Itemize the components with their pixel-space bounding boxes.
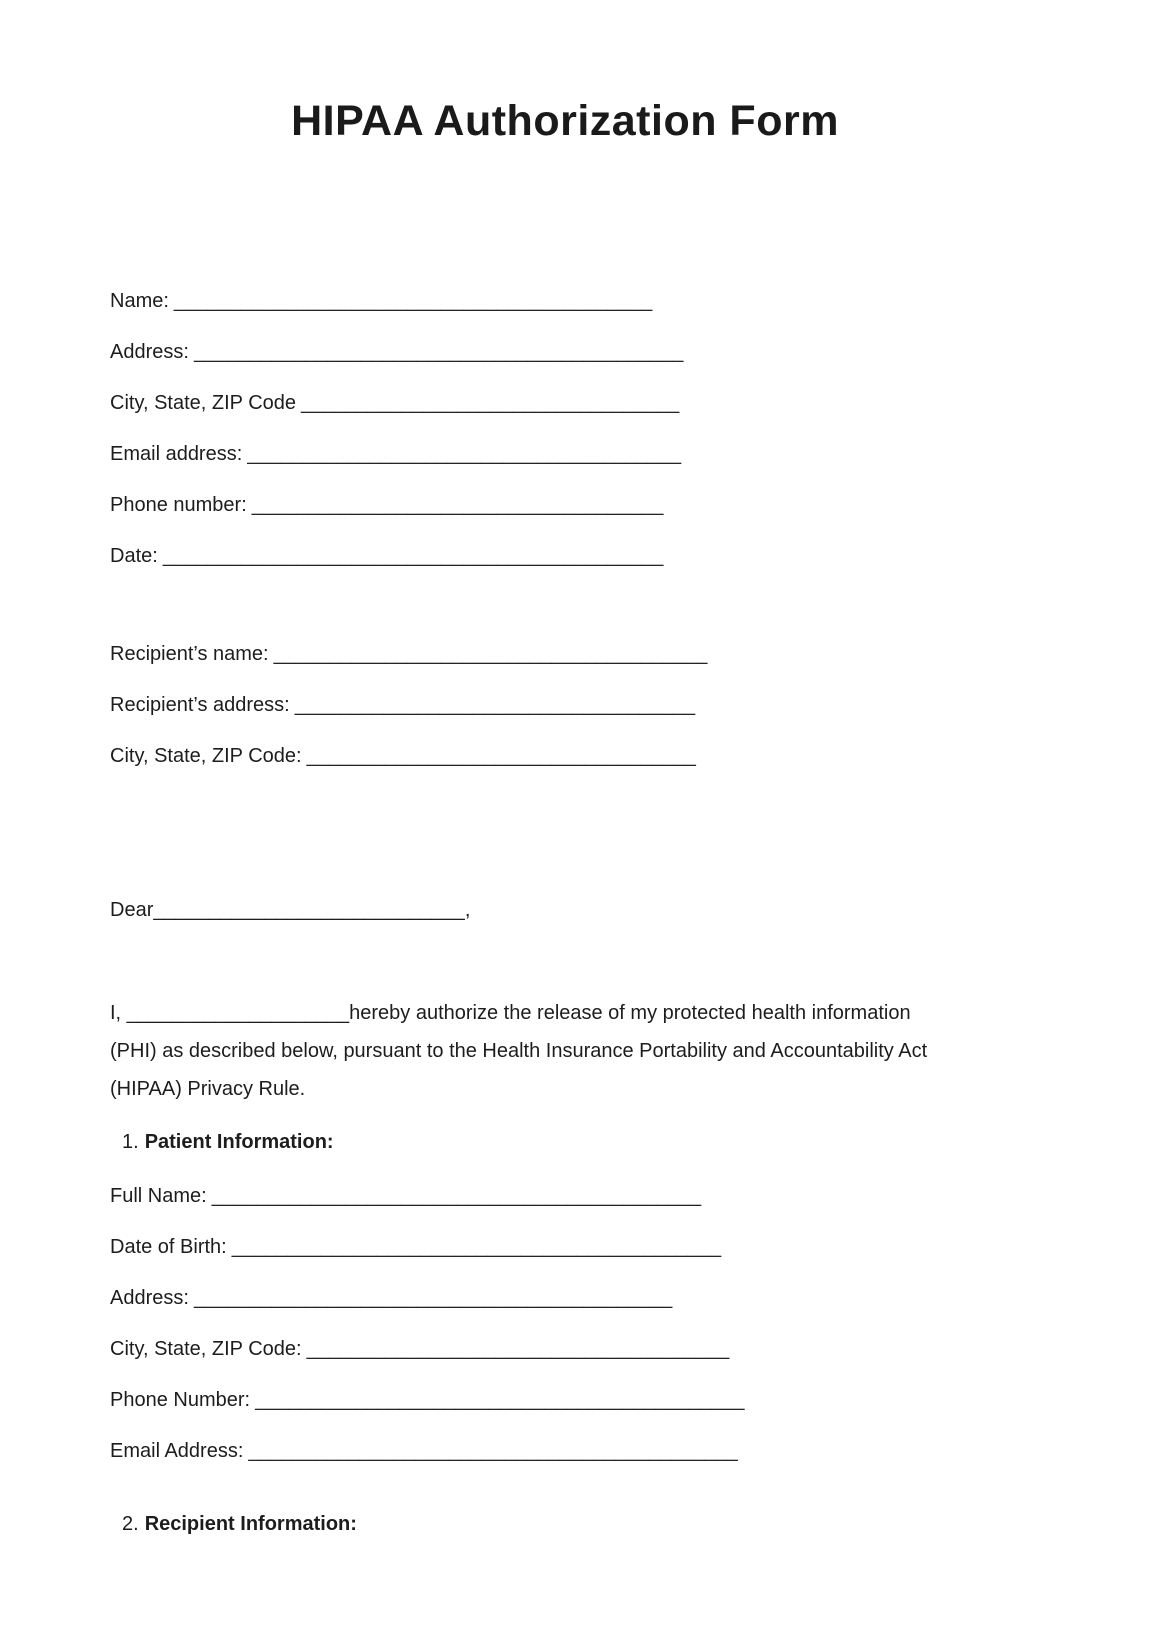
- field-row-patient-phone: [110, 1388, 1020, 1412]
- field-row-patient-email: [110, 1439, 1020, 1463]
- field-row-email: [110, 442, 1020, 466]
- field-label: Phone Number:: [110, 1389, 251, 1411]
- blank-line: ___________________________________: [306, 745, 696, 767]
- field-row-city-state-zip: [110, 391, 1020, 415]
- field-row-patient-full-name: [110, 1184, 1020, 1208]
- field-label: Address:: [110, 341, 189, 363]
- field-row-recipient-city-state-zip: [110, 744, 1020, 768]
- field-label: Recipient’s name:: [110, 643, 269, 665]
- field-row-address: [110, 340, 1020, 364]
- field-label: Address:: [110, 1287, 189, 1309]
- recipient-field-block: [110, 642, 1020, 768]
- paragraph-line-2: (PHI) as described below, pursuant to the Health Insurance Portability and Accountability Act: [110, 1040, 928, 1062]
- blank-line: ______________________________________: [306, 1338, 730, 1360]
- paragraph-line-1: I, ____________________hereby authorize the release of my protected health information: [110, 1002, 911, 1024]
- field-row-patient-city-state-zip: [110, 1337, 1020, 1361]
- blank-line: _____________________________________: [251, 494, 664, 516]
- contact-field-block: [110, 289, 1020, 568]
- field-label: City, State, ZIP Code:: [110, 745, 302, 767]
- field-label: Date:: [110, 545, 158, 567]
- blank-line: _____________________________________________: [162, 545, 664, 567]
- field-row-phone: [110, 493, 1020, 517]
- field-row-recipient-address: [110, 693, 1020, 717]
- blank-line: ___________________________________________: [173, 290, 653, 312]
- field-row-patient-address: [110, 1286, 1020, 1310]
- field-label: Email Address:: [110, 1440, 244, 1462]
- salutation-blank-line: ____________________________: [153, 899, 465, 921]
- field-row-patient-dob: [110, 1235, 1020, 1259]
- patient-field-block: [110, 1184, 1020, 1463]
- field-label: City, State, ZIP Code:: [110, 1338, 302, 1360]
- blank-line: ____________________________________________: [193, 341, 684, 363]
- authorization-paragraph: [110, 994, 1020, 1108]
- blank-line: ____________________________________: [294, 694, 696, 716]
- salutation-prefix: Dear: [110, 899, 154, 921]
- blank-line: ____________________________________________: [231, 1236, 722, 1258]
- field-label: City, State, ZIP Code: [110, 392, 297, 414]
- blank-line: ____________________________________________: [248, 1440, 738, 1462]
- blank-line: ___________________________________________: [193, 1287, 673, 1309]
- field-label: Full Name:: [110, 1185, 207, 1207]
- field-row-date: [110, 544, 1020, 568]
- field-row-recipient-name: [110, 642, 1020, 666]
- blank-line: ____________________________________________: [255, 1389, 745, 1411]
- section-number: 1.: [122, 1131, 139, 1153]
- section-title: Patient Information:: [144, 1131, 334, 1153]
- field-label: Phone number:: [110, 494, 247, 516]
- section-heading-patient-information: [110, 1130, 1020, 1154]
- field-row-name: [110, 289, 1020, 313]
- form-title: HIPAA Authorization Form: [291, 97, 839, 145]
- salutation-line: [110, 898, 1020, 922]
- blank-line: _______________________________________: [273, 643, 708, 665]
- field-label: Date of Birth:: [110, 1236, 227, 1258]
- field-label: Name:: [110, 290, 169, 312]
- section-title: Recipient Information:: [144, 1513, 357, 1535]
- blank-line: _______________________________________: [247, 443, 682, 465]
- blank-line: __________________________________: [301, 392, 680, 414]
- field-label: Email address:: [110, 443, 243, 465]
- salutation-comma: ,: [464, 899, 471, 921]
- blank-line: ____________________________________________: [211, 1185, 702, 1207]
- section-number: 2.: [122, 1513, 139, 1535]
- section-heading-recipient-information: [110, 1512, 1020, 1536]
- paragraph-line-3: (HIPAA) Privacy Rule.: [110, 1078, 306, 1100]
- field-label: Recipient’s address:: [110, 694, 290, 716]
